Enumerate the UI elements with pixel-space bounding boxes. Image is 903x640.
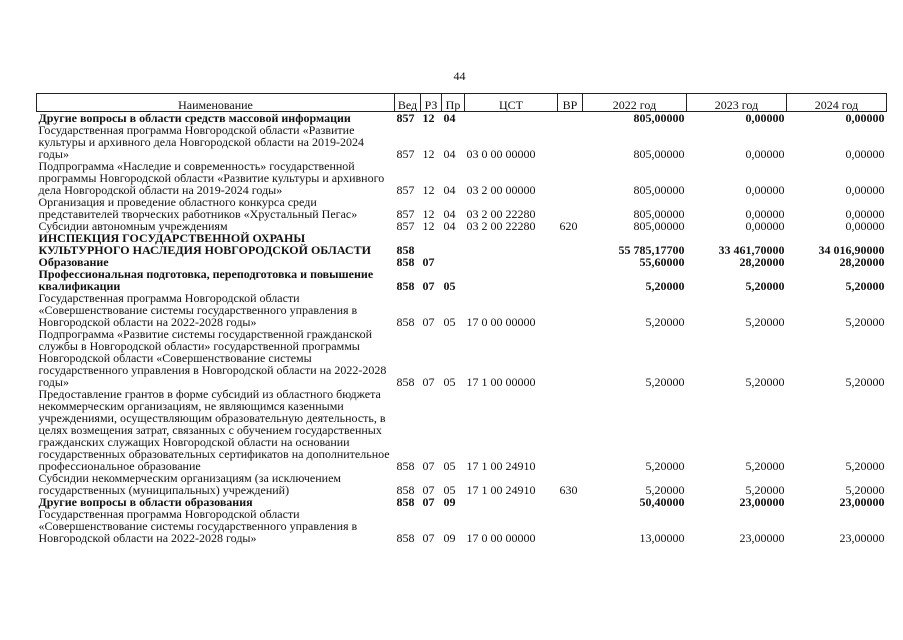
cell-name: Подпрограмма «Развитие системы государственной гражданской службы в Новгородской области» государственной программы Новгородской области «Совершенствование системы государственного управления в Новгородской области на 2022-2028 годы»	[38, 327, 387, 389]
cell-ved: 858	[396, 243, 415, 257]
cell-y2024: 34 016,90000	[818, 243, 885, 257]
cell-vr	[558, 232, 583, 256]
cell-y2024: 0,00000	[845, 111, 885, 125]
cell-y2022: 805,00000	[633, 207, 685, 221]
cell-y2023: 5,20000	[745, 375, 785, 389]
header-2022: 2022 год	[583, 94, 687, 112]
cell-cst	[465, 232, 558, 256]
cell-cst: 03 2 00 00000	[466, 183, 536, 197]
cell-ved: 858	[396, 255, 415, 269]
cell-y2023: 0,00000	[745, 207, 785, 221]
cell-name: Государственная программа Новгородской области «Совершенствование системы государственного управления в Новгородской области на 2022-2028 годы»	[38, 291, 358, 329]
cell-y2023: 23,00000	[739, 531, 785, 545]
header-ved: Вед	[395, 94, 421, 112]
cell-y2023: 5,20000	[745, 279, 785, 293]
cell-cst	[465, 268, 558, 292]
cell-y2024: 0,00000	[845, 147, 885, 161]
cell-y2022: 5,20000	[645, 459, 685, 473]
cell-y2022: 5,20000	[645, 375, 685, 389]
cell-vr: 630	[559, 483, 578, 497]
cell-vr	[558, 124, 583, 160]
cell-y2024: 23,00000	[839, 495, 885, 509]
cell-ved: 857	[396, 111, 415, 125]
table-header-row	[37, 94, 887, 112]
table-row	[37, 472, 887, 496]
cell-pr: 04	[443, 183, 456, 197]
cell-vr	[558, 388, 583, 472]
cell-ved: 857	[396, 219, 415, 233]
cell-y2024: 5,20000	[845, 279, 885, 293]
cell-pr: 09	[443, 531, 456, 545]
cell-cst	[465, 256, 558, 268]
cell-name: ИНСПЕКЦИЯ ГОСУДАРСТВЕННОЙ ОХРАНЫ КУЛЬТУРНОГО НАСЛЕДИЯ НОВГОРОДСКОЙ ОБЛАСТИ	[38, 231, 371, 257]
cell-y2022: 805,00000	[633, 219, 685, 233]
cell-y2024: 23,00000	[839, 531, 885, 545]
cell-name: Государственная программа Новгородской области «Развитие культуры и архивного дела Новгородской области на 2019-2024 годы»	[38, 123, 364, 161]
cell-name: Организация и проведение областного конкурса среди представителей творческих работников «Хрустальный Пегас»	[38, 195, 358, 221]
cell-y2022: 55,60000	[639, 255, 685, 269]
cell-y2022: 805,00000	[633, 111, 685, 125]
cell-y2023: 0,00000	[745, 183, 785, 197]
cell-y2022: 805,00000	[633, 147, 685, 161]
cell-y2023: 28,20000	[739, 255, 785, 269]
table-row	[37, 232, 887, 256]
cell-vr	[558, 256, 583, 268]
cell-cst: 17 0 00 00000	[466, 315, 536, 329]
cell-y2023: 5,20000	[745, 483, 785, 497]
cell-cst: 03 0 00 00000	[466, 147, 536, 161]
cell-y2023: 0,00000	[745, 147, 785, 161]
cell-pr: 05	[443, 315, 456, 329]
cell-pr: 04	[443, 111, 456, 125]
cell-rz: 07	[422, 495, 435, 509]
page-number: 44	[453, 69, 466, 83]
cell-ved: 858	[396, 375, 415, 389]
cell-cst: 17 0 00 00000	[466, 531, 536, 545]
cell-pr: 05	[443, 483, 456, 497]
table-row	[37, 388, 887, 472]
header-2023: 2023 год	[687, 94, 787, 112]
header-cst: ЦСТ	[465, 94, 558, 112]
cell-y2024: 0,00000	[845, 219, 885, 233]
cell-rz: 07	[422, 375, 435, 389]
cell-ved: 858	[396, 279, 415, 293]
cell-rz: 12	[422, 147, 435, 161]
cell-y2023: 5,20000	[745, 459, 785, 473]
cell-y2023: 5,20000	[745, 315, 785, 329]
cell-ved: 858	[396, 495, 415, 509]
cell-y2022: 5,20000	[645, 315, 685, 329]
cell-vr	[558, 292, 583, 328]
cell-pr: 04	[443, 219, 456, 233]
cell-y2022: 5,20000	[645, 483, 685, 497]
table-row	[37, 268, 887, 292]
cell-vr	[558, 160, 583, 196]
cell-ved: 858	[396, 531, 415, 545]
table-row	[37, 292, 887, 328]
table-row	[37, 160, 887, 196]
cell-y2022: 50,40000	[639, 495, 685, 509]
cell-y2023: 0,00000	[745, 111, 785, 125]
cell-y2022: 805,00000	[633, 183, 685, 197]
cell-pr: 04	[443, 147, 456, 161]
cell-vr	[558, 508, 583, 544]
cell-rz: 12	[422, 207, 435, 221]
cell-cst: 17 1 00 24910	[466, 483, 536, 497]
cell-name: Другие вопросы в области образования	[38, 495, 253, 509]
cell-y2024: 5,20000	[845, 459, 885, 473]
cell-pr: 04	[443, 207, 456, 221]
header-name: Наименование	[37, 94, 395, 112]
cell-y2022: 5,20000	[645, 279, 685, 293]
table-row	[37, 124, 887, 160]
cell-rz: 07	[422, 255, 435, 269]
cell-cst	[465, 112, 558, 125]
cell-vr: 620	[559, 219, 578, 233]
cell-name: Подпрограмма «Наследие и современность» государственной программы Новгородской области «Развитие культуры и архивного дела Новгородской области на 2019-2024 годы»	[38, 159, 385, 197]
cell-pr	[442, 232, 465, 256]
cell-cst: 17 1 00 00000	[466, 375, 536, 389]
cell-name: Предоставление грантов в форме субсидий из областного бюджета некоммерческим организациям, не являющимся казенными учреждениями, осуществляющим образовательную деятельность, в целях возмещения затрат, связанных с обучением государственных гражданских служащих Новгородской области на основании государственных образовательных сертификатов на дополнительное профессиональное образование	[38, 387, 390, 473]
cell-y2023: 0,00000	[745, 219, 785, 233]
cell-rz: 12	[422, 111, 435, 125]
cell-y2022: 13,00000	[639, 531, 685, 545]
cell-cst	[465, 496, 558, 508]
cell-rz: 12	[422, 183, 435, 197]
cell-ved: 858	[396, 459, 415, 473]
cell-y2024: 5,20000	[845, 315, 885, 329]
header-2024: 2024 год	[787, 94, 887, 112]
table-row	[37, 328, 887, 388]
cell-ved: 858	[396, 483, 415, 497]
cell-y2022: 55 785,17700	[618, 243, 685, 257]
cell-rz: 07	[422, 279, 435, 293]
cell-y2024: 5,20000	[845, 483, 885, 497]
cell-name: Профессиональная подготовка, переподготовка и повышение квалификации	[38, 267, 374, 293]
cell-y2023: 33 461,70000	[718, 243, 785, 257]
cell-y2024: 5,20000	[845, 375, 885, 389]
cell-cst: 03 2 00 22280	[466, 219, 536, 233]
cell-pr: 05	[443, 375, 456, 389]
cell-name: Субсидии автономным учреждениям	[38, 219, 228, 233]
cell-pr: 05	[443, 279, 456, 293]
cell-vr	[558, 196, 583, 220]
cell-cst: 03 2 00 22280	[466, 207, 536, 221]
cell-ved: 857	[396, 207, 415, 221]
budget-table	[36, 93, 887, 544]
cell-name: Субсидии некоммерческим организациям (за исключением государственных (муниципальных) учреждений)	[38, 471, 342, 497]
cell-name: Образование	[38, 255, 109, 269]
cell-ved: 858	[396, 315, 415, 329]
cell-pr	[442, 256, 465, 268]
cell-rz: 12	[422, 219, 435, 233]
cell-pr: 09	[443, 495, 456, 509]
cell-pr: 05	[443, 459, 456, 473]
cell-vr	[558, 268, 583, 292]
cell-rz	[421, 232, 442, 256]
cell-cst: 17 1 00 24910	[466, 459, 536, 473]
cell-y2024: 0,00000	[845, 207, 885, 221]
cell-y2024: 28,20000	[839, 255, 885, 269]
cell-rz: 07	[422, 483, 435, 497]
table-row	[37, 508, 887, 544]
header-pr: Пр	[442, 94, 465, 112]
header-vr: ВР	[558, 94, 583, 112]
cell-rz: 07	[422, 459, 435, 473]
cell-y2024: 0,00000	[845, 183, 885, 197]
cell-vr	[558, 496, 583, 508]
cell-vr	[558, 328, 583, 388]
header-rz: РЗ	[421, 94, 442, 112]
cell-rz: 07	[422, 315, 435, 329]
table-row	[37, 196, 887, 220]
cell-rz: 07	[422, 531, 435, 545]
cell-ved: 857	[396, 183, 415, 197]
cell-name: Государственная программа Новгородской области «Совершенствование системы государственного управления в Новгородской области на 2022-2028 годы»	[38, 507, 358, 545]
cell-name: Другие вопросы в области средств массовой информации	[38, 111, 351, 125]
cell-ved: 857	[396, 147, 415, 161]
cell-y2023: 23,00000	[739, 495, 785, 509]
cell-vr	[558, 112, 583, 125]
